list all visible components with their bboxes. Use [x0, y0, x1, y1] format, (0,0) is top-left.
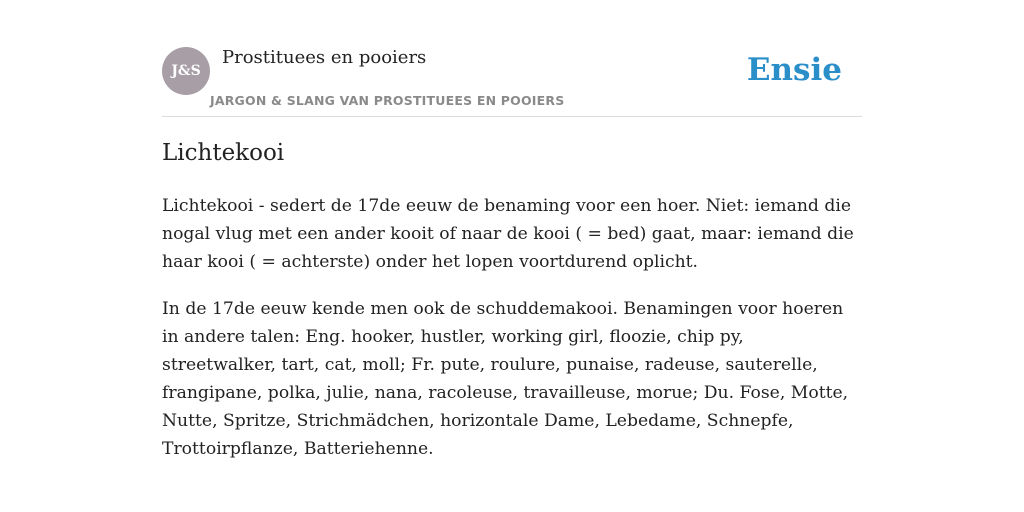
avatar[interactable]: J&S: [162, 47, 210, 95]
page-title: Lichtekooi: [162, 140, 285, 166]
brand-logo[interactable]: Ensie: [746, 52, 842, 88]
entry-paragraph: In de 17de eeuw kende men ook de schuddemakooi. Benamingen voor hoeren in andere talen: Eng. hooker, hustler, working girl, floozie, chip py, streetwalker, tart, cat, moll; Fr. pute, roulure, punaise, radeuse, sauterelle, frangipane, polka, julie, nana, racoleuse, travailleuse, morue; Du. Fose, Motte, Nutte, Spritze, Strichmädchen, horizontale Dame, Lebedame, Schnepfe, Trottoirpflanze, Batteriehenne.: [162, 299, 849, 459]
header: [162, 0, 862, 117]
entry-card: [162, 0, 862, 459]
collection-subtitle: JARGON & SLANG VAN PROSTITUEES EN POOIERS: [210, 93, 565, 108]
entry-paragraph: Lichtekooi - sedert de 17de eeuw de benaming voor een hoer. Niet: iemand die nogal vlug met een ander kooit of naar de kooi ( = bed) gaat, maar: iemand die haar kooi ( = achterste) onder het lopen voortdurend oplicht.: [162, 196, 854, 272]
collection-title[interactable]: Prostituees en pooiers: [222, 47, 427, 68]
